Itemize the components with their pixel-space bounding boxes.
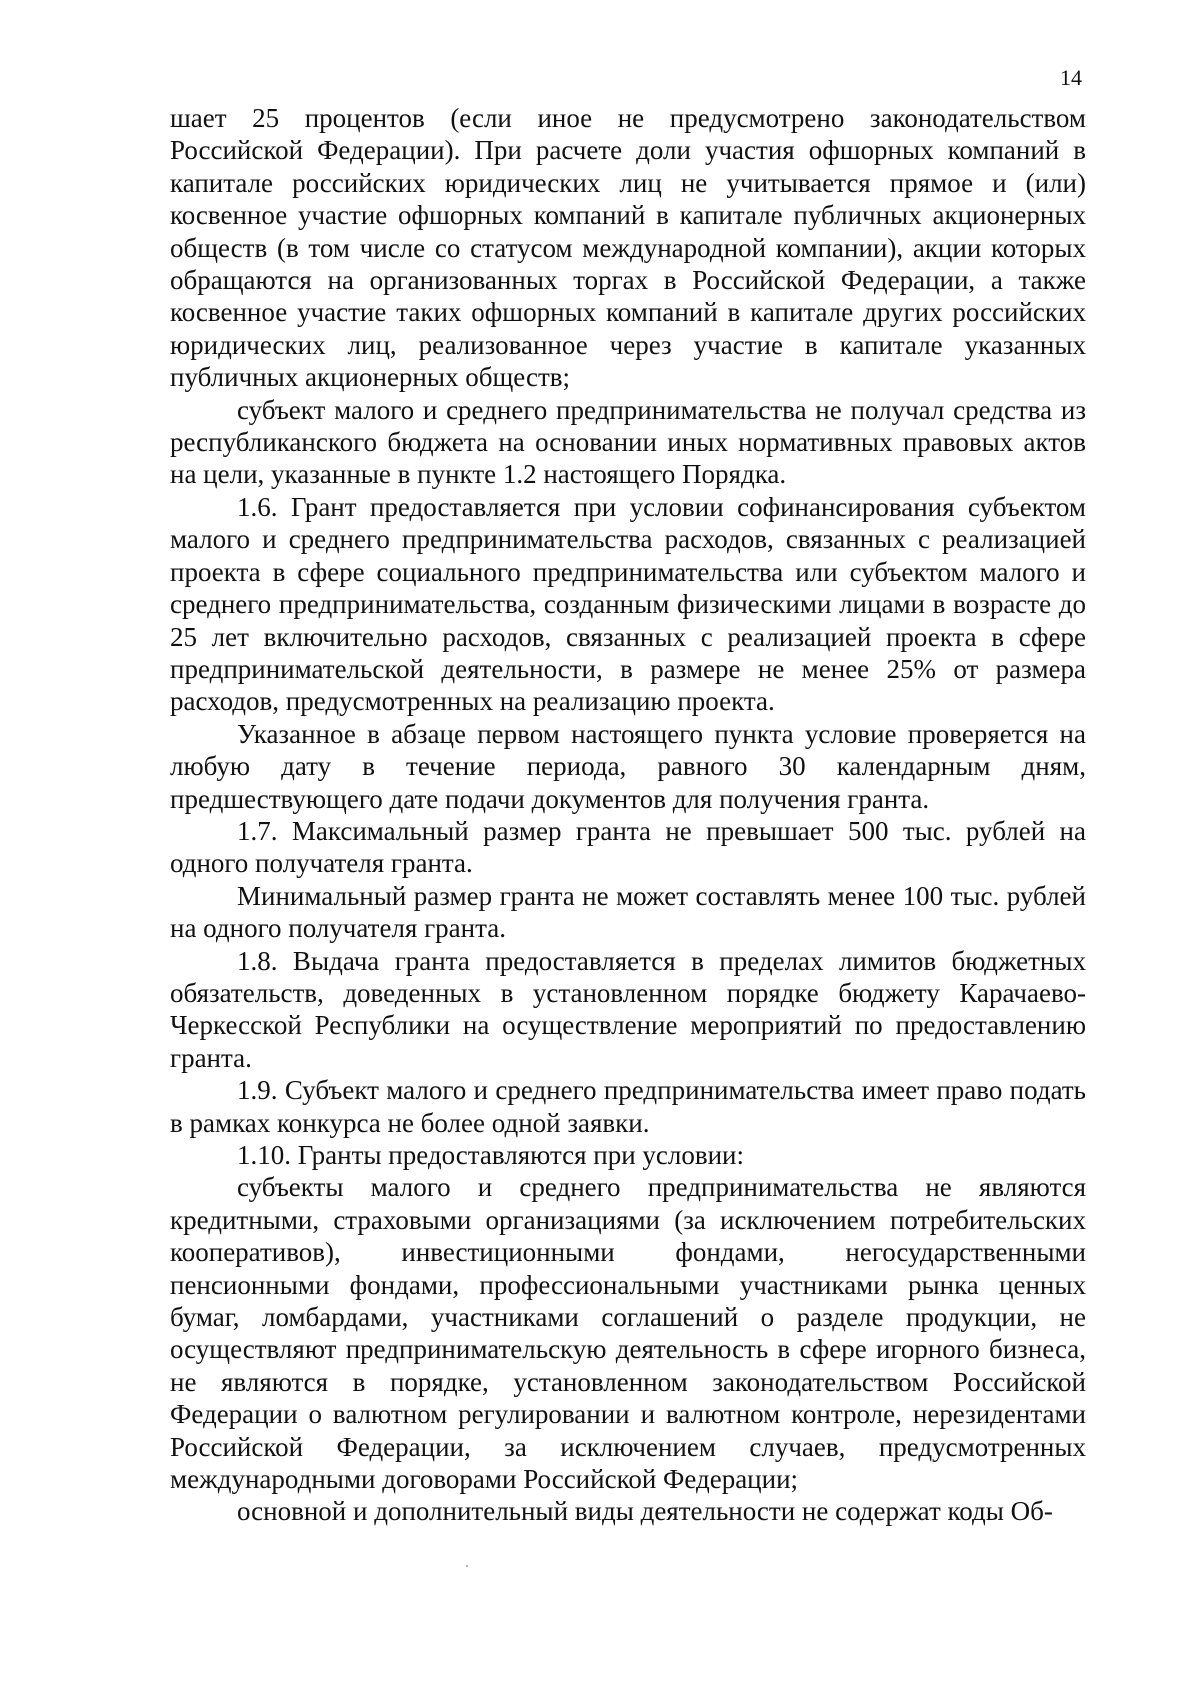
document-body — [170, 102, 1086, 1528]
paragraph-1-7: 1.7. Максимальный размер гранта не превышает 500 тыс. рублей на одного получателя гранта. — [170, 815, 1086, 879]
paragraph-1-10: 1.10. Гранты предоставляются при условии: — [237, 1140, 745, 1170]
page-number: 14 — [1060, 65, 1082, 90]
paragraph-continuation: шает 25 процентов (если иное не предусмотрено законодательством Российской Федерации). При расчете доли участия офшорных компаний в капитале российских юридических лиц не учитывается прямое и (или) косвенное участие офшорных компаний в капитале публичных акционерных обществ (в том числе со статусом международной компании), акции которых обращаются на организованных торгах в Российской Федерации, а также косвенное участие таких офшорных компаний в капитале других российских юридических лиц, реализованное через участие в капитале указанных публичных акционерных обществ; — [170, 103, 1086, 393]
paragraph-no-republic-funds: субъект малого и среднего предпринимательства не получал средства из республиканского бюджета на основании иных нормативных правовых актов на цели, указанные в пункте 1.2 настоящего Порядка. — [170, 394, 1086, 490]
paragraph-condition-check: Указанное в абзаце первом настоящего пункта условие проверяется на любую дату в течение периода, равного 30 календарным дням, предшествующего дате подачи документов для получения гранта. — [170, 718, 1086, 814]
scan-speck — [466, 1565, 468, 1567]
paragraph-not-credit-orgs: субъекты малого и среднего предпринимательства не являются кредитными, страховыми организациями (за исключением потребительских кооперативов), инвестиционными фондами, негосударственными пенсионными фондами, профессиональными участниками рынка ценных бумаг, ломбардами, участниками соглашений о разделе продукции, не осуществляют предпринимательскую деятельность в сфере игорного бизнеса, не являются в порядке, установленном законодательством Российской Федерации о валютном регулировании и валютном контроле, нерезидентами Российской Федерации, за исключением случаев, предусмотренных международными договорами Российской Федерации; — [170, 1172, 1086, 1495]
paragraph-1-6: 1.6. Грант предоставляется при условии софинансирования субъектом малого и среднего предпринимательства расходов, связанных с реализацией проекта в сфере социального предпринимательства или субъектом малого и среднего предпринимательства, созданным физическими лицами в возрасте до 25 лет включительно расходов, связанных с реализацией проекта в сфере предпринимательской деятельности, в размере не менее 25% от размера расходов, предусмотренных на реализацию проекта. — [170, 491, 1086, 717]
paragraph-min-grant: Минимальный размер гранта не может составлять менее 100 тыс. рублей на одного получателя гранта. — [170, 880, 1086, 944]
paragraph-1-9: 1.9. Субъект малого и среднего предпринимательства имеет право подать в рамках конкурса не более одной заявки. — [170, 1075, 1086, 1138]
paragraph-activity-codes: основной и дополнительный виды деятельности не содержат коды Об- — [237, 1496, 1053, 1527]
paragraph-1-8: 1.8. Выдача гранта предоставляется в пределах лимитов бюджетных обязательств, доведенных в установленном порядке бюджету Карачаево-Черкесской Республики на осуществление мероприятий по предоставлению гранта. — [170, 945, 1086, 1073]
